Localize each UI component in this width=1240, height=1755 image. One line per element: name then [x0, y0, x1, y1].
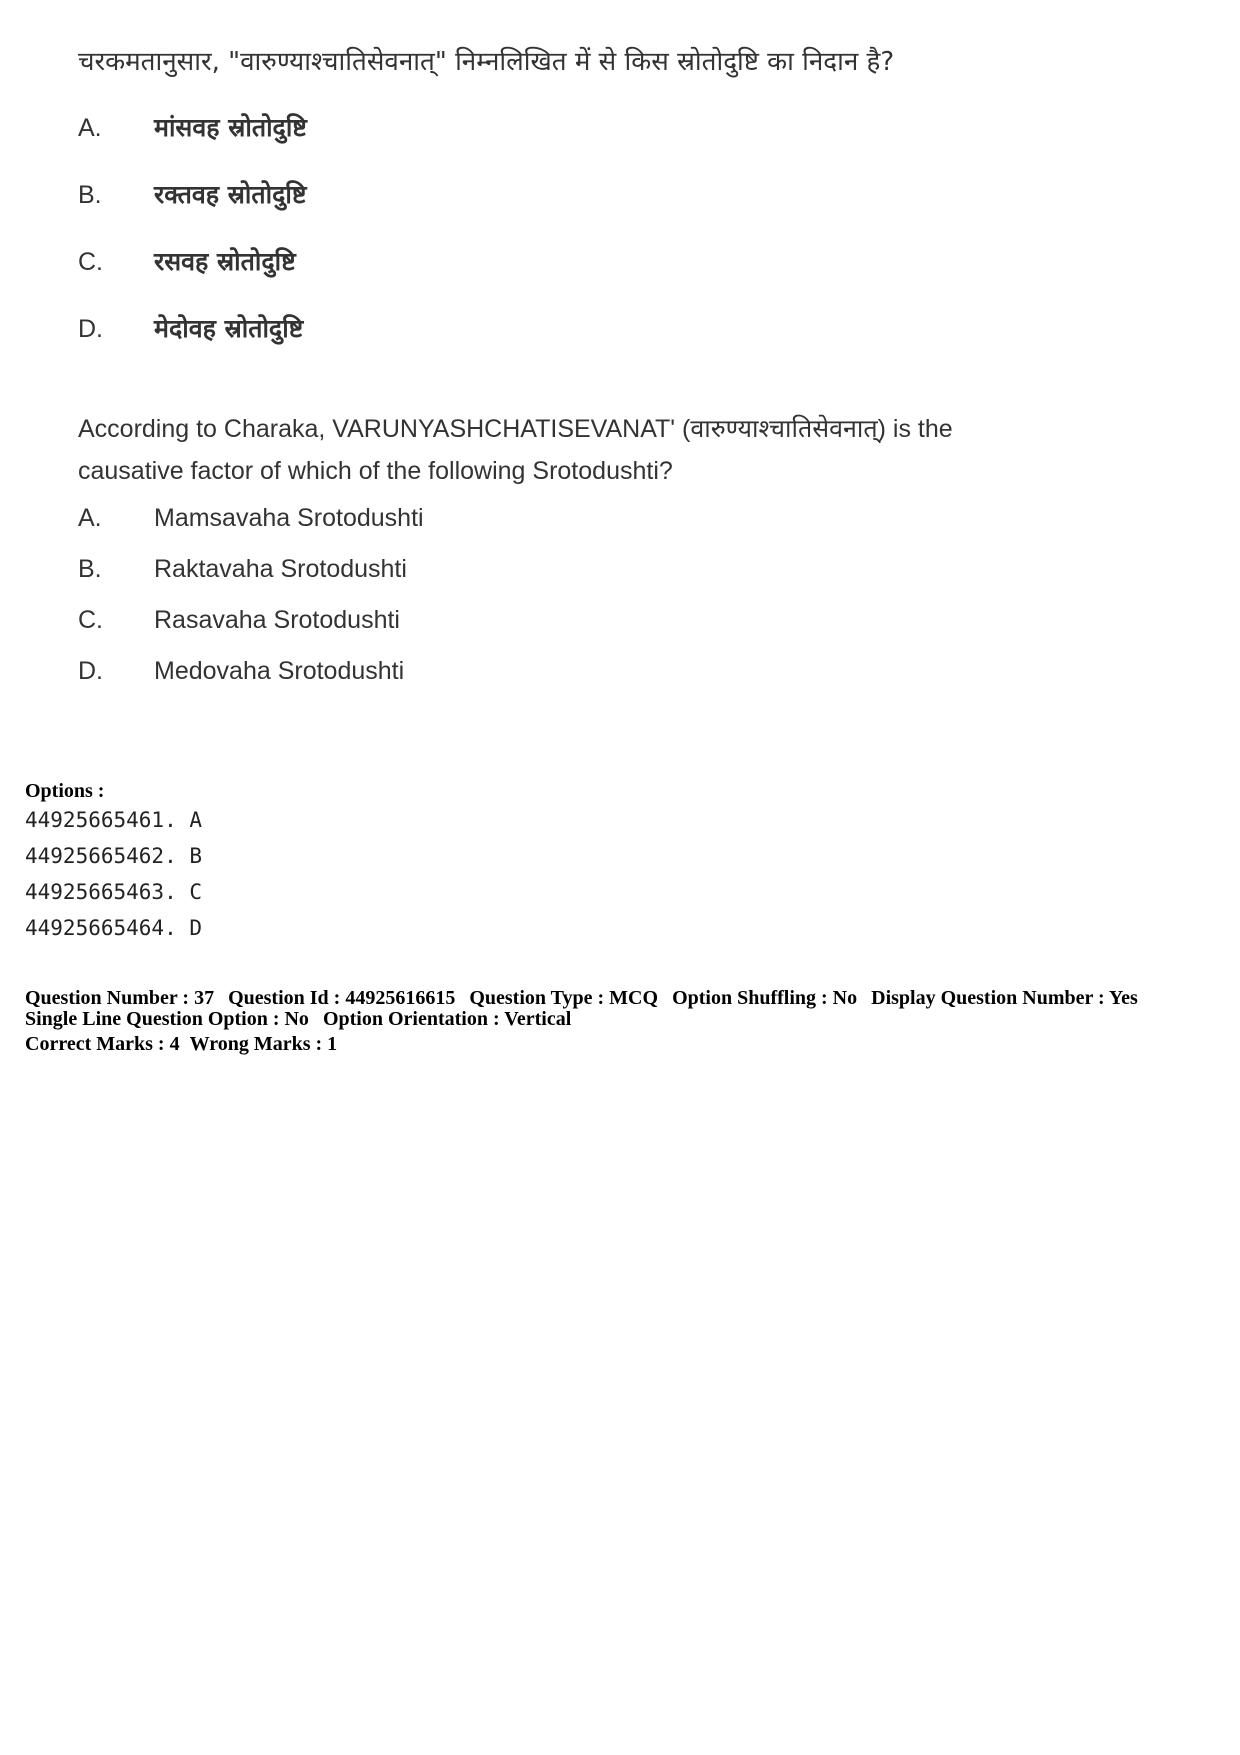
wrong-marks: Wrong Marks : 1: [189, 1033, 338, 1055]
option-hindi-b: [78, 177, 306, 211]
question-info-line-2: [25, 1009, 1225, 1030]
option-letter: D.: [78, 657, 103, 685]
option-letter: C.: [78, 248, 103, 276]
question-info-line-1: [25, 988, 1225, 1009]
option-english-c: [78, 606, 400, 635]
option-shuffling: Option Shuffling : No: [672, 987, 858, 1009]
single-line-option: Single Line Question Option : No: [25, 1008, 309, 1030]
question-info: [25, 988, 1225, 1030]
display-question-number: Display Question Number : Yes: [871, 987, 1138, 1009]
option-text: Medovaha Srotodushti: [154, 657, 405, 685]
question-id: Question Id : 44925616615: [228, 987, 456, 1009]
option-orientation: Option Orientation : Vertical: [322, 1008, 572, 1030]
correct-marks: Correct Marks : 4: [25, 1033, 180, 1055]
answer-option-1: 44925665461. A: [25, 808, 203, 832]
option-hindi-a: [78, 110, 307, 144]
option-letter: B.: [78, 181, 102, 209]
option-text: रसवह स्रोतोदुष्टि: [154, 247, 296, 276]
option-text: रक्तवह स्रोतोदुष्टि: [154, 180, 307, 209]
option-hindi-c: [78, 244, 296, 278]
options-heading: Options :: [25, 780, 105, 802]
option-letter: B.: [78, 555, 102, 583]
option-text: मांसवह स्रोतोदुष्टि: [154, 113, 307, 142]
option-text: मेदोवह स्रोतोदुष्टि: [154, 314, 304, 343]
question-hindi: चरकमतानुसार, "वारुण्याश्चातिसेवनात्" निम्नलिखित में से किस स्रोतोदुष्टि का निदान है?: [78, 47, 895, 77]
option-hindi-d: [78, 311, 303, 345]
option-text: Rasavaha Srotodushti: [154, 606, 400, 634]
question-english-line-1: According to Charaka, VARUNYASHCHATISEVANAT' (वारुण्याश्चातिसेवनात्) is the: [78, 415, 953, 443]
option-letter: A.: [78, 114, 102, 142]
question-english-line-2: causative factor of which of the following Srotodushti?: [78, 457, 673, 485]
option-text: Raktavaha Srotodushti: [154, 555, 407, 583]
answer-option-4: 44925665464. D: [25, 916, 203, 940]
option-english-b: [78, 555, 407, 584]
answer-option-2: 44925665462. B: [25, 844, 203, 868]
option-english-a: [78, 504, 424, 533]
question-english: [78, 408, 1108, 492]
option-letter: D.: [78, 315, 103, 343]
option-letter: C.: [78, 606, 103, 634]
option-letter: A.: [78, 504, 102, 532]
question-number: Question Number : 37: [25, 987, 215, 1009]
answer-option-3: 44925665463. C: [25, 880, 203, 904]
option-text: Mamsavaha Srotodushti: [154, 504, 424, 532]
option-english-d: [78, 657, 404, 686]
question-type: Question Type : MCQ: [469, 987, 659, 1009]
marks-info: [25, 1033, 347, 1056]
